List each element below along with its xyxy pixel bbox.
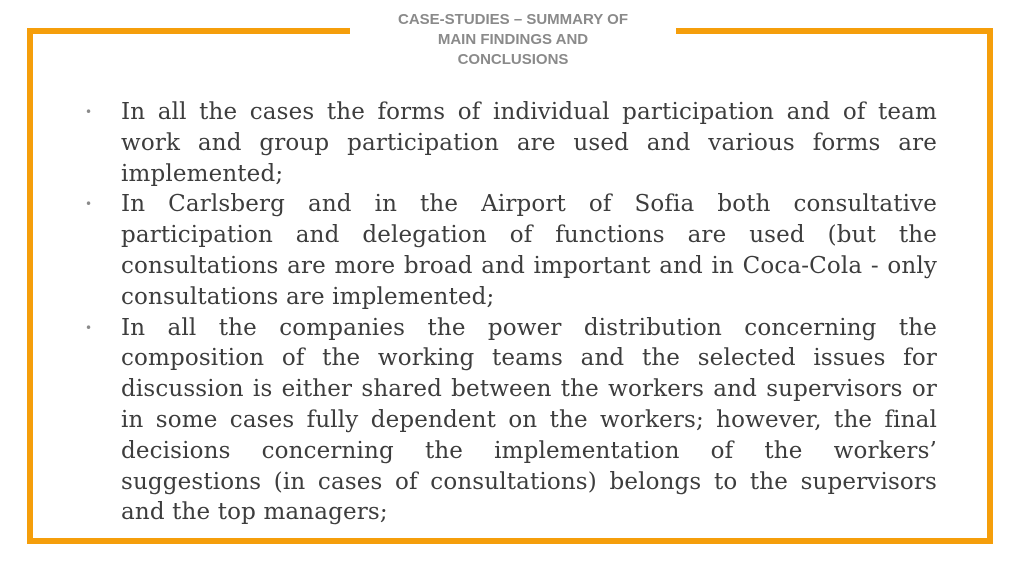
bullet-item <box>85 97 937 189</box>
title-line-3: CONCLUSIONS <box>457 51 569 68</box>
title-line-1: CASE-STUDIES – SUMMARY OF <box>397 11 629 28</box>
bullet-text: In all the companies the power distribution concerning the composition of the working teams and the selected issues for discussion is either shared between the workers and supervisors or in some cases fully dependent on the workers; however, the final decisions concerning the implementation of the workers’ suggestions (in cases of consultations) belongs to the supervisors and the top managers; <box>121 314 937 526</box>
title-line-2: MAIN FINDINGS AND <box>437 31 589 48</box>
bullet-text: In Carlsberg and in the Airport of Sofia both consultative participation and delegation of functions are used (but the consultations are more broad and important and in Coca-Cola - only consultations are implemented; <box>121 191 937 310</box>
bullet-list <box>85 97 937 528</box>
bullet-dot-icon: • <box>85 105 93 119</box>
bullet-item <box>85 313 937 529</box>
slide-title <box>350 10 676 70</box>
bullet-dot-icon: • <box>85 320 93 335</box>
bullet-text: In all the cases the forms of individual participation and of team work and group participation are used and various forms are implemented; <box>121 99 937 187</box>
bullet-item <box>85 189 937 312</box>
bullet-dot-icon: • <box>85 197 93 212</box>
